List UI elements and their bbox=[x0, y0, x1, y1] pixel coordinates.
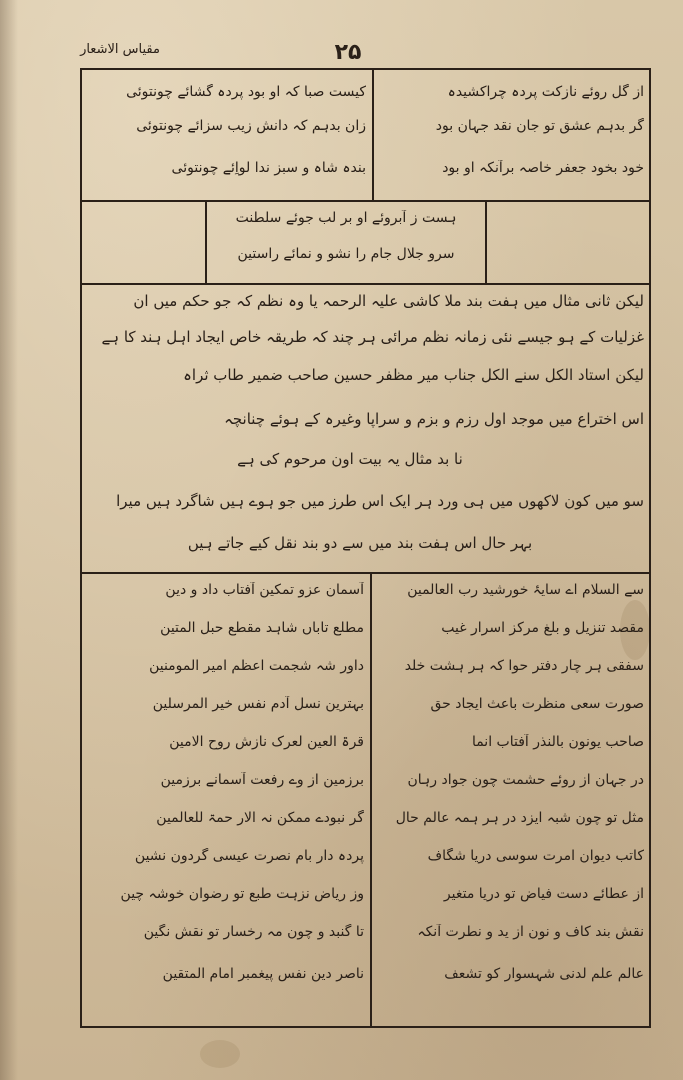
prose-line: غزلیات کے ہو جیسے نئی زمانہ نظم مرائی ہر چند کہ طریقہ خاص ایجاد اہل ہند کا ہے bbox=[101, 328, 644, 346]
verse-line: گر بدہم عشق تو جان نقد جہان بود bbox=[435, 118, 644, 134]
verse-line: بندہ شاہ و سبز ندا لواِئے چونتوئی bbox=[171, 160, 366, 176]
prose-line: بہر حال اس ہفت بند میں سے دو بند نقل کیے جاتے ہیں bbox=[187, 534, 533, 552]
verse-line: قرۃ العین لعرک نازش روح الامین bbox=[169, 734, 364, 750]
verse-line: کاتب دیوان امرت سوسی دریا شگاف bbox=[427, 848, 644, 864]
couplet-left-rule bbox=[205, 200, 207, 285]
verse-line: خود بخود جعفر خاصہ برآنکہ او بود bbox=[442, 160, 644, 176]
prose-line: نا بد مثال یہ بیت اون مرحوم کی ہے bbox=[237, 450, 463, 468]
verse-line: عالم علم لدنی شہسوار کو تشعف bbox=[444, 966, 644, 982]
verse-line: سفقی ہر چار دفتر حوا کہ ہر ہشت خلد bbox=[404, 658, 644, 674]
rule-below-top-stanza bbox=[80, 200, 651, 202]
verse-line: مطلع تاباں شاہد مقطع حبل المتین bbox=[160, 620, 364, 636]
verse-line: آسمان عزو تمکین آفتاب داد و دین bbox=[165, 582, 364, 598]
bottom-stanza-divider bbox=[370, 572, 372, 1028]
verse-line: داور شہ شجمت اعظم امیر المومنین bbox=[149, 658, 364, 674]
paper-stain bbox=[200, 1040, 240, 1068]
running-header-title: مقیاس الاشعار bbox=[80, 42, 160, 57]
verse-line: صاحب یونون بالنذر آفتاب انما bbox=[471, 734, 644, 750]
prose-line: لیکن استاد الکل سنے الکل جناب میر مظفر حسین صاحب ضمیر طاب ثراہ bbox=[183, 366, 644, 384]
top-stanza-divider bbox=[372, 68, 374, 202]
page-number: ۲۵ bbox=[334, 40, 362, 65]
verse-line: گر نبودے ممکن نہ الار حمۃ للعالمین bbox=[156, 810, 364, 826]
verse-line: زان بدہم کہ دانش زیب سزائے چونتوئی bbox=[136, 118, 366, 134]
verse-line: پردہ دار بام نصرت عیسی گردون نشین bbox=[134, 848, 364, 864]
prose-line: لیکن ثانی مثال میں ہفت بند ملا کاشی علیہ الرحمہ یا وہ نظم کہ جو حکم میں ان bbox=[133, 292, 644, 310]
verse-line: ناصر دین نفس پیغمبر امام المتقین bbox=[162, 966, 364, 982]
couplet-right-rule bbox=[485, 200, 487, 285]
verse-line: مثل تو چون شبہ ایزد در ہر ہمہ عالم حال bbox=[395, 810, 644, 826]
rule-below-center-couplet bbox=[80, 283, 651, 285]
verse-line: برزمین از وے رفعت آسمانے برزمین bbox=[160, 772, 364, 788]
page-edge-shadow bbox=[0, 0, 18, 1080]
verse-line: سے السلام اے سایۂ خورشید رب العالمین bbox=[407, 582, 644, 598]
couplet-line: ہست ز آبروئے او بر لب جوئے سلطنت bbox=[235, 210, 457, 226]
couplet-line: سرو جلال جام را نشو و نمائے راستین bbox=[237, 246, 455, 262]
verse-line: کیست صبا کہ او بود پردہ گشائے چونتوئی bbox=[126, 84, 366, 100]
prose-line: اس اختراع میں موجد اول رزم و بزم و سراپا وغیرہ کے ہوئے چنانچہ bbox=[224, 410, 644, 428]
verse-line: تا گنبد و چون مہ رخسار تو نقش نگین bbox=[143, 924, 364, 940]
verse-line: بہترین نسل آدم نفس خیر المرسلین bbox=[152, 696, 364, 712]
prose-couplet-line: سو میں کون لاکھوں میں ہی ورد ہر ایک اس طرز میں جو ہوے ہیں شاگرد ہیں میرا bbox=[116, 492, 644, 510]
verse-line: وز ریاض نزہت طبع تو رضوان خوشہ چین bbox=[120, 886, 364, 902]
verse-line: در جہان از روئے حشمت چون جواد رہان bbox=[407, 772, 644, 788]
verse-line: صورت سعی منظرت باعث ایجاد حق bbox=[430, 696, 644, 712]
verse-line: نقش بند کاف و نون از ید و نطرت آنکہ bbox=[417, 924, 644, 940]
verse-line: مقصد تنزیل و بلغ مرکز اسرار غیب bbox=[441, 620, 644, 636]
rule-below-prose bbox=[80, 572, 651, 574]
verse-line: از گل روئے نازکت پردہ چراکشیدہ bbox=[447, 84, 644, 100]
verse-line: از عطائے دست فیاض تو دریا متغیر bbox=[443, 886, 644, 902]
